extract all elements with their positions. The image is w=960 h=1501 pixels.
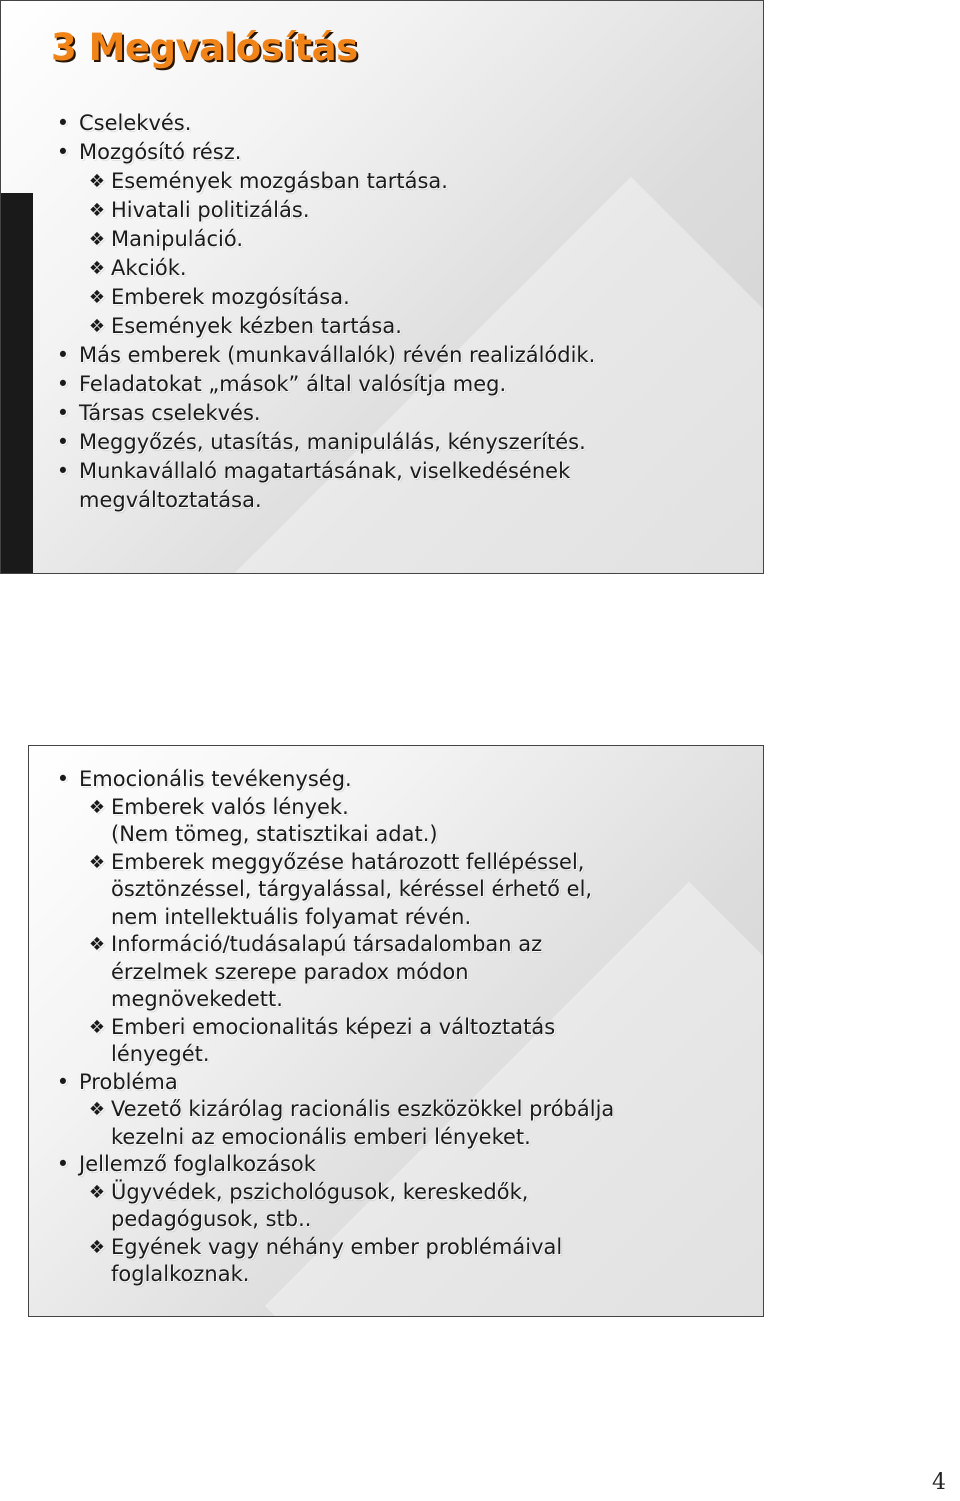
four-diamond-icon: ❖	[88, 200, 106, 221]
item-text: Emocionális tevékenység.	[79, 767, 352, 791]
bullet-dot-icon: •	[56, 459, 70, 483]
item-text: Emberek meggyőzése határozott fellépéssel,	[111, 849, 585, 874]
bullet-dot-icon: •	[56, 343, 70, 367]
bullet-dot-icon: •	[56, 767, 70, 791]
sub-bullet-item	[49, 1234, 614, 1262]
item-text: Mozgósító rész.	[79, 140, 242, 164]
four-diamond-icon: ❖	[88, 796, 106, 818]
item-text: Meggyőzés, utasítás, manipulálás, kényszerítés.	[79, 430, 586, 454]
item-text: Munkavállaló magatartásának, viselkedésének	[79, 459, 571, 483]
item-text: ösztönzéssel, tárgyalással, kéréssel érhető el,	[111, 877, 593, 901]
sub-bullet-item	[49, 1014, 614, 1042]
sub-bullet-item	[49, 167, 595, 196]
sub-bullet-item	[49, 931, 614, 959]
bullet-dot-icon: •	[56, 401, 70, 425]
sub-bullet-item	[49, 849, 614, 877]
item-text: Más emberek (munkavállalók) révén realizálódik.	[79, 343, 596, 367]
sub-bullet-continuation	[49, 821, 614, 849]
four-diamond-icon: ❖	[88, 1181, 106, 1203]
sub-bullet-continuation	[49, 904, 614, 932]
item-text: kezelni az emocionális emberi lényeket.	[111, 1124, 531, 1149]
four-diamond-icon: ❖	[88, 316, 106, 337]
bullet-item	[49, 457, 595, 486]
item-text: Jellemző foglalkozások	[79, 1152, 316, 1176]
bullet-dot-icon: •	[56, 140, 70, 164]
sub-bullet-item	[49, 283, 595, 312]
four-diamond-icon: ❖	[88, 1016, 106, 1038]
sub-bullet-item	[49, 1096, 614, 1124]
four-diamond-icon: ❖	[88, 1236, 106, 1258]
item-text: Hivatali politizálás.	[111, 198, 310, 222]
four-diamond-icon: ❖	[88, 851, 106, 873]
sub-bullet-continuation	[49, 1261, 614, 1289]
sidebar-bar	[1, 193, 33, 574]
four-diamond-icon: ❖	[88, 171, 106, 192]
sub-bullet-item	[49, 794, 614, 822]
bullet-dot-icon: •	[56, 111, 70, 135]
sub-bullet-item	[49, 312, 595, 341]
four-diamond-icon: ❖	[88, 258, 106, 279]
bullet-dot-icon: •	[56, 1152, 70, 1176]
item-text: (Nem tömeg, statisztikai adat.)	[111, 822, 438, 846]
sub-bullet-continuation	[49, 959, 614, 987]
bullet-item	[49, 1069, 614, 1097]
item-text: Események kézben tartása.	[111, 314, 402, 338]
bullet-item	[49, 428, 595, 457]
slide-2	[28, 745, 764, 1317]
item-text: Egyének vagy néhány ember problémáival	[111, 1234, 563, 1259]
item-text: Feladatokat „mások” által valósítja meg.	[79, 372, 507, 396]
sub-bullet-continuation	[49, 876, 614, 904]
bullet-dot-icon: •	[56, 430, 70, 454]
item-text: Emberek valós lények.	[111, 794, 349, 819]
item-text: megnövekedett.	[111, 987, 283, 1011]
bullet-item	[49, 370, 595, 399]
slide-2-bullet-list	[49, 766, 614, 1289]
item-text: Társas cselekvés.	[79, 401, 261, 425]
bullet-item	[49, 341, 595, 370]
item-text: lényegét.	[111, 1042, 210, 1066]
sub-bullet-item	[49, 254, 595, 283]
bullet-item	[49, 766, 614, 794]
item-text: Emberi emocionalitás képezi a változtatás	[111, 1014, 556, 1039]
four-diamond-icon: ❖	[88, 934, 106, 955]
four-diamond-icon: ❖	[88, 229, 106, 250]
item-text: Akciók.	[111, 256, 187, 280]
sub-bullet-continuation	[49, 1206, 614, 1234]
slide-1-bullet-list	[49, 109, 595, 515]
item-text: Vezető kizárólag racionális eszközökkel próbálja	[111, 1097, 615, 1121]
sub-bullet-continuation	[49, 1041, 614, 1069]
bullet-dot-icon: •	[56, 372, 70, 396]
sub-bullet-item	[49, 196, 595, 225]
item-text: érzelmek szerepe paradox módon	[111, 959, 469, 984]
item-text: Ügyvédek, pszichológusok, kereskedők,	[111, 1179, 529, 1204]
four-diamond-icon: ❖	[88, 287, 106, 308]
sub-bullet-continuation	[49, 986, 614, 1014]
item-text: Emberek mozgósítása.	[111, 285, 350, 309]
item-text: Események mozgásban tartása.	[111, 169, 448, 193]
item-text: Manipuláció.	[111, 227, 244, 251]
bullet-continuation	[49, 486, 595, 515]
sub-bullet-item	[49, 1179, 614, 1207]
item-text: foglalkoznak.	[111, 1262, 250, 1286]
four-diamond-icon: ❖	[88, 1099, 106, 1120]
sub-bullet-item	[49, 225, 595, 254]
slide-1	[0, 0, 764, 574]
slide-title: 3 Megvalósítás	[51, 26, 358, 69]
bullet-item	[49, 138, 595, 167]
bullet-item	[49, 109, 595, 138]
bullet-item	[49, 1151, 614, 1179]
sub-bullet-continuation	[49, 1124, 614, 1152]
item-text: nem intellektuális folyamat révén.	[111, 904, 472, 929]
bullet-item	[49, 399, 595, 428]
item-text: Információ/tudásalapú társadalomban az	[111, 932, 543, 956]
item-text: pedagógusok, stb..	[111, 1207, 312, 1231]
item-text: Probléma	[79, 1069, 178, 1094]
page-number: 4	[932, 1470, 946, 1495]
item-text: Cselekvés.	[79, 111, 192, 135]
item-text: megváltoztatása.	[79, 488, 262, 512]
bullet-dot-icon: •	[56, 1069, 70, 1094]
